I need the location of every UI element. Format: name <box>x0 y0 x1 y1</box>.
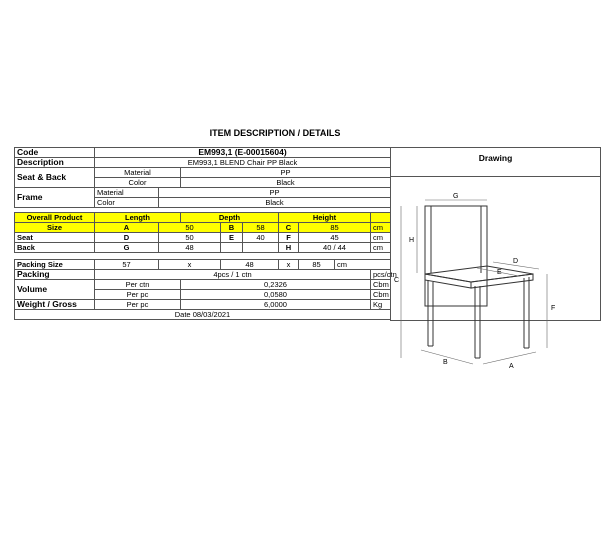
frame-material-value: PP <box>159 188 391 198</box>
drawing-label: Drawing <box>478 153 513 163</box>
packing-size-height: 85 <box>299 260 335 270</box>
size-unit: cm <box>371 223 391 233</box>
seat-unit: cm <box>371 233 391 243</box>
seat-back-color-label: Color <box>95 178 181 188</box>
seat-value-d: 50 <box>159 233 221 243</box>
seat-back-label: Seat & Back <box>15 168 95 188</box>
packing-value: 4pcs / 1 ctn <box>95 270 371 280</box>
dim-label-g: G <box>453 193 459 200</box>
document-title: ITEM DESCRIPTION / DETAILS <box>209 128 341 138</box>
dim-label-h: H <box>409 237 415 244</box>
seat-back-material-value: PP <box>181 168 391 178</box>
size-key-c: C <box>279 223 299 233</box>
volume-per-ctn-value: 0,2326 <box>181 280 371 290</box>
size-key-a: A <box>95 223 159 233</box>
size-value-a: 50 <box>159 223 221 233</box>
packing-size-length: 57 <box>95 260 159 270</box>
code-value: EM993,1 (E-00015604) <box>95 148 391 158</box>
dim-label-a: A <box>509 363 514 370</box>
back-key-empty <box>221 243 243 253</box>
volume-per-pc-label: Per pc <box>95 290 181 300</box>
dim-label-d: D <box>513 258 519 265</box>
packing-size-width: 48 <box>221 260 279 270</box>
size-key-b: B <box>221 223 243 233</box>
frame-material-label: Material <box>95 188 159 198</box>
code-label: Code <box>15 148 95 158</box>
packing-unit: pcs/ctn <box>371 270 391 280</box>
size-label: Size <box>15 223 95 233</box>
packing-size-label: Packing Size <box>15 260 95 270</box>
length-header: Length <box>95 213 181 223</box>
back-value-h: 40 / 44 <box>299 243 371 253</box>
seat-label: Seat <box>15 233 95 243</box>
weight-value: 6,0000 <box>181 300 371 310</box>
seat-value-f: 45 <box>299 233 371 243</box>
weight-label: Weight / Gross <box>15 300 95 310</box>
height-header: Height <box>279 213 371 223</box>
code-row <box>15 148 601 158</box>
frame-label: Frame <box>15 188 95 208</box>
description-label: Description <box>15 158 95 168</box>
seat-key-e: E <box>221 233 243 243</box>
weight-unit: Kg <box>371 300 391 310</box>
frame-color-label: Color <box>95 198 159 208</box>
packing-size-unit: cm <box>335 260 391 270</box>
weight-per-pc-label: Per pc <box>95 300 181 310</box>
back-value-empty <box>243 243 279 253</box>
volume-per-ctn-unit: Cbm <box>371 280 391 290</box>
description-value: EM993,1 BLEND Chair PP Black <box>95 158 391 168</box>
backrest-shape <box>425 206 487 306</box>
dim-label-f: F <box>551 305 556 312</box>
size-value-c: 85 <box>299 223 371 233</box>
spec-table <box>14 147 601 370</box>
chair-drawing <box>391 148 601 378</box>
volume-label: Volume <box>15 280 95 300</box>
seat-value-e: 40 <box>243 233 279 243</box>
seat-back-color-value: Black <box>181 178 391 188</box>
volume-per-pc-unit: Cbm <box>371 290 391 300</box>
seat-back-material-label: Material <box>95 168 181 178</box>
dim-label-e: E <box>497 269 502 276</box>
dim-label-c: C <box>394 277 400 284</box>
dim-label-b: B <box>443 359 448 366</box>
volume-per-ctn-label: Per ctn <box>95 280 181 290</box>
seat-key-d: D <box>95 233 159 243</box>
seat-key-f: F <box>279 233 299 243</box>
overall-product-label: Overall Product <box>15 213 95 223</box>
size-value-b: 58 <box>243 223 279 233</box>
volume-per-pc-value: 0,0580 <box>181 290 371 300</box>
packing-size-x2: x <box>279 260 299 270</box>
packing-label: Packing <box>15 270 95 280</box>
frame-color-value: Black <box>159 198 391 208</box>
back-key-g: G <box>95 243 159 253</box>
back-unit: cm <box>371 243 391 253</box>
back-value-g: 48 <box>159 243 221 253</box>
date-value: Date 08/03/2021 <box>15 310 391 320</box>
unit-header <box>371 213 391 223</box>
depth-header: Depth <box>181 213 279 223</box>
back-label: Back <box>15 243 95 253</box>
drawing-cell <box>391 148 601 370</box>
back-key-h: H <box>279 243 299 253</box>
packing-size-x1: x <box>159 260 221 270</box>
